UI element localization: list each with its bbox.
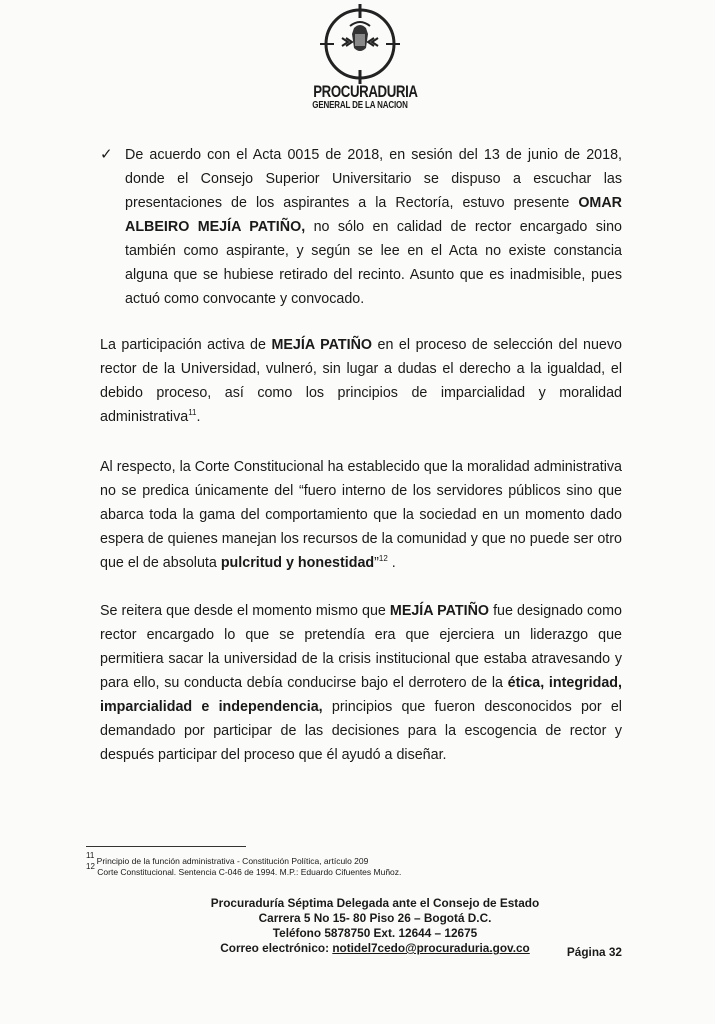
crest-icon (320, 4, 400, 84)
logo-title: PROCURADURIA (313, 82, 418, 101)
paragraph-3 (100, 599, 622, 767)
contact-office: Procuraduría Séptima Delegada ante el Consejo de Estado (210, 896, 540, 910)
footnotes (86, 851, 402, 878)
p1-bold-name: MEJÍA PATIÑO (271, 337, 373, 353)
p2-text-1: Al respecto, la Corte Constitucional ha establecido que la moralidad administrativa no se predica únicamente del “fuero interno de los servidores públicos sino que abarca toda la gama del comportamiento que la sociedad en un momento dado espera de quienes manejan los recursos de la comunidad y que no puede ser otro que el de absoluta (100, 459, 622, 571)
p3-bold-name: MEJÍA PATIÑO (389, 603, 490, 619)
contact-phone: Teléfono 5878750 Ext. 12644 – 12675 (272, 926, 478, 940)
p1-text-1: La participación activa de (100, 337, 272, 353)
procuraduria-logo (300, 4, 420, 111)
email-label: Correo electrónico: (220, 941, 333, 955)
check-text-1: De acuerdo con el Acta 0015 de 2018, en sesión del 13 de junio de 2018, donde el Consejo Superior Universitario se dispuso a escuchar las presentaciones de los aspirantes a la Rectoría, estuvo presente (125, 147, 622, 211)
p2-text-2: ” (374, 555, 379, 571)
footnote-11 (86, 851, 401, 867)
contact-email-line (160, 941, 590, 956)
footnote-12 (86, 862, 402, 878)
check-bold-name: OMAR ALBEIRO MEJÍA PATIÑO, (125, 195, 622, 235)
footnote-number: 11 (86, 851, 95, 860)
checkmark-icon: ✓ (100, 146, 113, 163)
contact-address: Carrera 5 No 15- 80 Piso 26 – Bogotá D.C. (258, 911, 492, 925)
p3-text-1: Se reitera que desde el momento mismo que (100, 603, 390, 619)
footnote-ref-12: 12 (378, 554, 388, 563)
p2-text-3: . (387, 555, 396, 571)
p1-text-2: en el proceso de selección del nuevo rector de la Universidad, vulneró, sin lugar a dudas el derecho a la igualdad, el debido proceso, así como los principios de imparcialidad y moralidad administrativa (100, 337, 622, 425)
footnote-text: Corte Constitucional. Sentencia C-046 de 1994. M.P.: Eduardo Cifuentes Muñoz. (94, 867, 402, 877)
p3-text-2: fue designado como rector encargado lo que se pretendía era que ejerciera un liderazgo que permitiera sacar la universidad de la crisis institucional que estaba atravesando y para ello, su conducta debía conducirse bajo el derrotero de la (100, 603, 622, 691)
email-link[interactable]: notidel7cedo@procuraduria.gov.co (332, 941, 530, 955)
p1-text-3: . (196, 409, 201, 425)
contact-block (160, 896, 590, 956)
paragraph-2 (100, 455, 622, 575)
paragraph-1 (100, 333, 622, 429)
footnote-ref-11: 11 (188, 408, 197, 417)
p3-bold-principles: ética, integridad, imparcialidad e independencia, (100, 675, 622, 715)
logo-subtitle: GENERAL DE LA NACION (312, 100, 408, 111)
p3-text-3: principios que fueron desconocidos por el demandado por participar de las decisiones para la escogencia de rector y después participar del proceso que él ayudó a diseñar. (100, 699, 622, 763)
p2-bold: pulcritud y honestidad (220, 555, 375, 571)
checklist-item (100, 143, 622, 311)
page-number: Página 32 (566, 945, 622, 959)
check-text-2: no sólo en calidad de rector encargado sino también como aspirante, y según se lee en el Acta no existe constancia alguna que se hubiese retirado del recinto. Asunto que es inadmisible, pues actuó como convocante y convocado. (125, 219, 622, 307)
footnote-number: 12 (86, 862, 95, 871)
footnote-divider (86, 846, 246, 847)
footnote-text: Principio de la función administrativa - Constitución Política, artículo 209 (94, 856, 369, 866)
